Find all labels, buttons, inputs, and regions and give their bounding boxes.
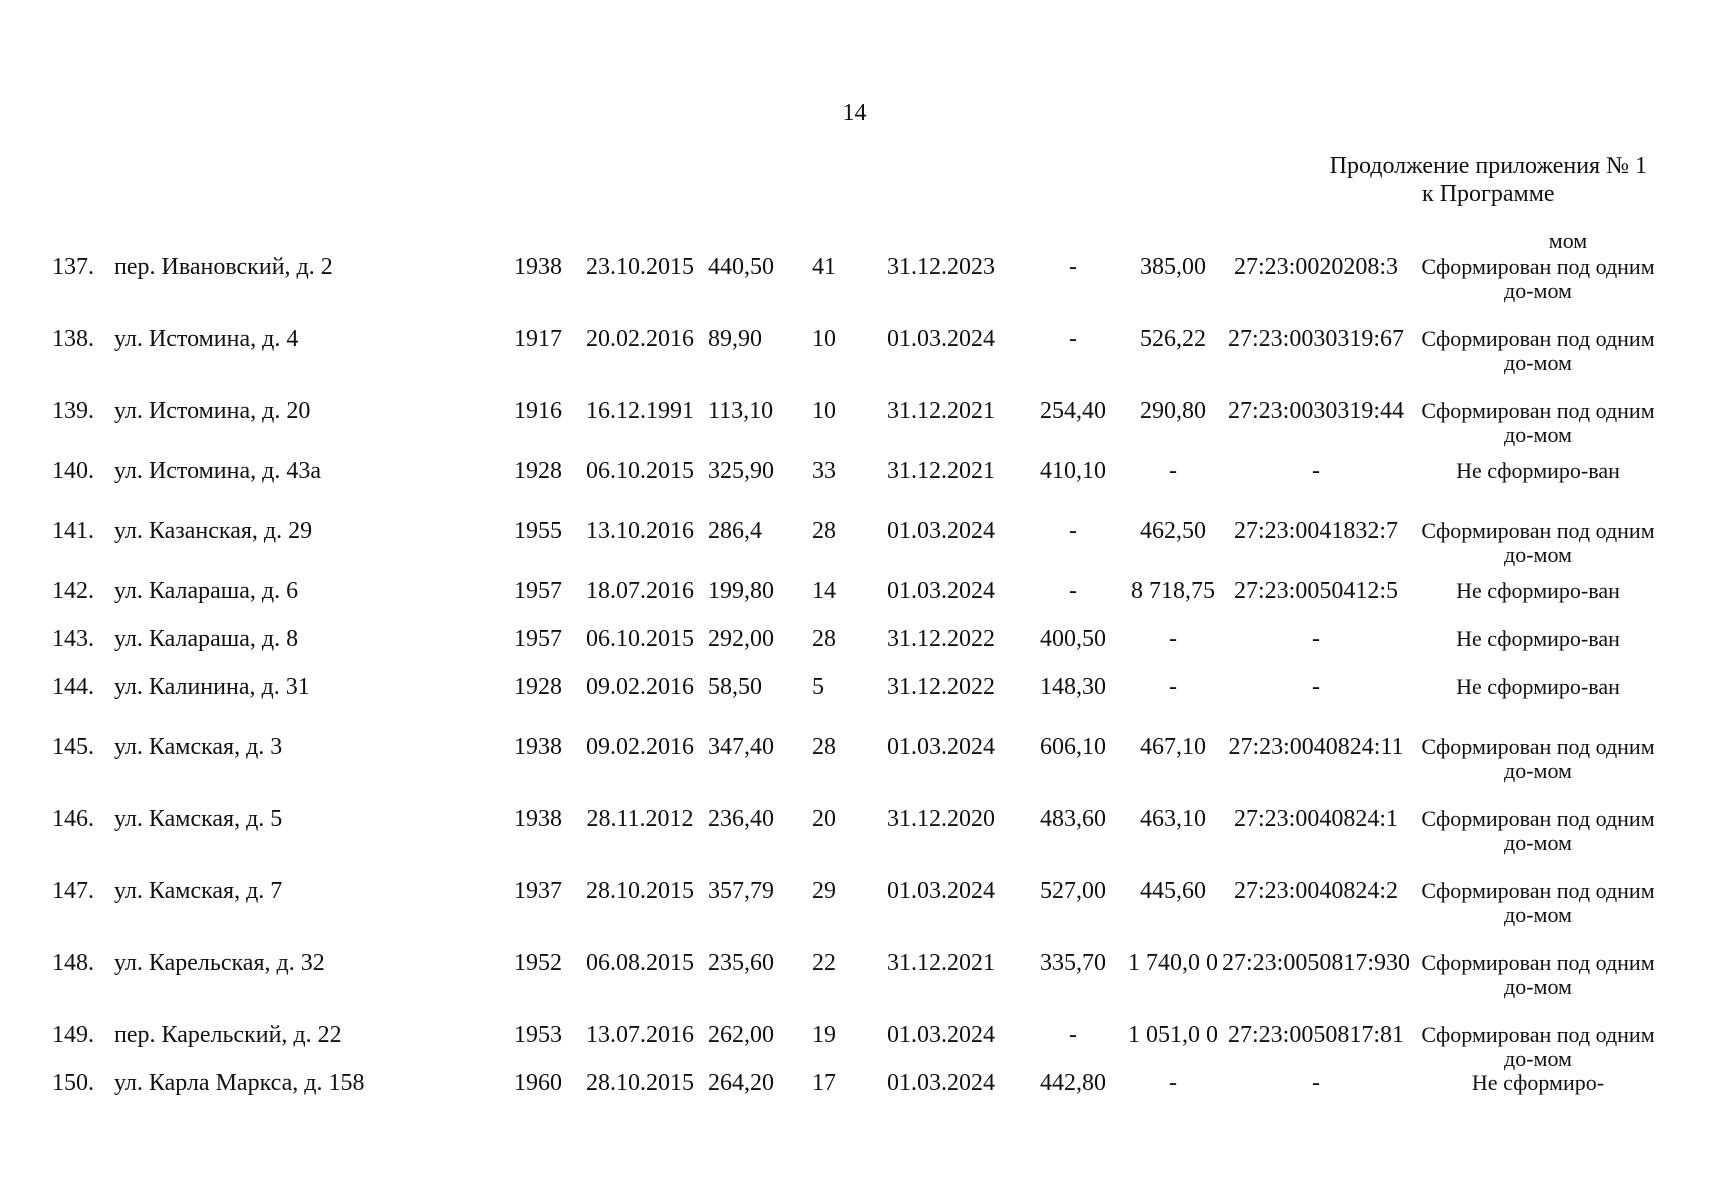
cell-residents: 29 — [812, 878, 836, 904]
cell-value-1: 527,00 — [1040, 878, 1106, 904]
cell-deadline: 01.03.2024 — [887, 1022, 995, 1048]
cell-status: Не сформиро-ван — [1456, 626, 1620, 651]
cell-date: 18.07.2016 — [586, 578, 694, 604]
cell-deadline: 01.03.2024 — [887, 734, 995, 760]
cell-area: 113,10 — [708, 398, 774, 424]
cell-value-1: 483,60 — [1040, 806, 1106, 832]
cell-year: 1957 — [514, 578, 562, 604]
cell-deadline: 31.12.2021 — [887, 950, 995, 976]
table-row — [44, 879, 1664, 951]
cell-cadastral-number: - — [1312, 626, 1320, 652]
cell-residents: 20 — [812, 806, 836, 832]
cell-residents: 33 — [812, 458, 836, 484]
cell-value-1: - — [1069, 254, 1077, 280]
cell-cadastral-number: 27:23:0040824:1 — [1233, 806, 1398, 832]
cell-area: 286,4 — [708, 518, 762, 544]
cell-year: 1928 — [514, 458, 562, 484]
cell-deadline: 31.12.2020 — [887, 806, 995, 832]
cell-status: Не сформиро-ван — [1456, 674, 1620, 699]
cell-value-1: 400,50 — [1040, 626, 1106, 652]
cell-value-2: 385,00 — [1140, 254, 1206, 280]
cell-cadastral-number: 27:23:0050412:5 — [1233, 578, 1398, 604]
cell-year: 1952 — [514, 950, 562, 976]
cell-area: 262,00 — [708, 1022, 774, 1048]
cell-area: 325,90 — [708, 458, 774, 484]
cell-residents: 22 — [812, 950, 836, 976]
cell-status: Сформирован под одним до-мом — [1421, 878, 1655, 927]
cell-area: 89,90 — [708, 326, 762, 352]
cell-address: ул. Калараша, д. 6 — [114, 578, 299, 604]
cell-value-1: 148,30 — [1040, 674, 1106, 700]
cell-area: 199,80 — [708, 578, 774, 604]
cell-status: Сформирован под одним до-мом — [1421, 518, 1655, 567]
cell-value-1: 442,80 — [1040, 1070, 1106, 1096]
table-row — [44, 735, 1664, 807]
cell-number: 138. — [52, 326, 94, 352]
cell-address: пер. Ивановский, д. 2 — [114, 254, 333, 280]
cell-date: 20.02.2016 — [586, 326, 694, 352]
cell-area: 357,79 — [708, 878, 774, 904]
cell-date: 06.10.2015 — [586, 626, 694, 652]
cell-date: 28.11.2012 — [586, 806, 694, 832]
table-row — [44, 399, 1664, 459]
cell-number: 141. — [52, 518, 94, 544]
cell-residents: 14 — [812, 578, 836, 604]
cell-number: 150. — [52, 1070, 94, 1096]
cell-address: ул. Карельская, д. 32 — [114, 950, 325, 976]
cell-status: Не сформиро-ван — [1456, 578, 1620, 603]
cell-value-2: 1 740,0 0 — [1128, 950, 1218, 976]
cell-cadastral-number: - — [1312, 1070, 1320, 1096]
table-row — [44, 1023, 1664, 1071]
cell-date: 16.12.1991 — [586, 398, 694, 424]
cell-number: 140. — [52, 458, 94, 484]
cell-area: 292,00 — [708, 626, 774, 652]
cell-value-2: 290,80 — [1140, 398, 1206, 424]
cell-date: 28.10.2015 — [586, 878, 694, 904]
cell-address: ул. Камская, д. 5 — [114, 806, 283, 832]
cell-cadastral-number: 27:23:0030319:67 — [1227, 326, 1404, 352]
cell-residents: 17 — [812, 1070, 836, 1096]
table-row — [44, 459, 1664, 519]
cell-date: 28.10.2015 — [586, 1070, 694, 1096]
cell-address: ул. Калараша, д. 8 — [114, 626, 299, 652]
cell-residents: 28 — [812, 518, 836, 544]
cell-number: 147. — [52, 878, 94, 904]
cell-number: 139. — [52, 398, 94, 424]
cell-address: ул. Истомина, д. 43а — [114, 458, 322, 484]
table-row — [44, 951, 1664, 1023]
cell-value-2: 445,60 — [1140, 878, 1206, 904]
cell-number: 142. — [52, 578, 94, 604]
cell-date: 23.10.2015 — [586, 254, 694, 280]
cell-date: 13.10.2016 — [586, 518, 694, 544]
table-row — [44, 627, 1664, 675]
table-row — [44, 675, 1664, 735]
cell-address: пер. Карельский, д. 22 — [114, 1022, 342, 1048]
cell-residents: 28 — [812, 734, 836, 760]
cell-address: ул. Камская, д. 7 — [114, 878, 283, 904]
cell-area: 347,40 — [708, 734, 774, 760]
cell-cadastral-number: 27:23:0050817:930 — [1221, 950, 1410, 976]
cell-date: 06.10.2015 — [586, 458, 694, 484]
cell-area: 58,50 — [708, 674, 762, 700]
table-row — [44, 327, 1664, 399]
cell-deadline: 01.03.2024 — [887, 326, 995, 352]
page-number: 14 — [842, 100, 867, 126]
cell-number: 143. — [52, 626, 94, 652]
cell-cadastral-number: - — [1312, 674, 1320, 700]
cell-value-1: - — [1069, 518, 1077, 544]
cell-deadline: 01.03.2024 — [887, 578, 995, 604]
cell-residents: 5 — [812, 674, 824, 700]
cell-address: ул. Карла Маркса, д. 158 — [114, 1070, 365, 1096]
cell-number: 149. — [52, 1022, 94, 1048]
cell-year: 1917 — [514, 326, 562, 352]
cell-status: Сформирован под одним до-мом — [1421, 950, 1655, 999]
cell-value-1: - — [1069, 326, 1077, 352]
cell-deadline: 01.03.2024 — [887, 518, 995, 544]
cell-value-2: 462,50 — [1140, 518, 1206, 544]
cell-year: 1953 — [514, 1022, 562, 1048]
cell-value-2: 1 051,0 0 — [1128, 1022, 1218, 1048]
appendix-line-1: Продолжение приложения № 1 — [1329, 153, 1647, 179]
cell-year: 1955 — [514, 518, 562, 544]
cell-status: Сформирован под одним до-мом — [1421, 806, 1655, 855]
cell-residents: 28 — [812, 626, 836, 652]
cell-value-1: 254,40 — [1040, 398, 1106, 424]
cell-year: 1960 — [514, 1070, 562, 1096]
cell-year: 1916 — [514, 398, 562, 424]
cell-number: 144. — [52, 674, 94, 700]
appendix-heading — [1330, 152, 1647, 208]
cell-address: ул. Казанская, д. 29 — [114, 518, 313, 544]
cell-status: Не сформиро- — [1471, 1070, 1605, 1095]
cell-address: ул. Истомина, д. 4 — [114, 326, 299, 352]
cell-deadline: 31.12.2022 — [887, 626, 995, 652]
table-row — [44, 579, 1664, 627]
cell-value-1: 410,10 — [1040, 458, 1106, 484]
cell-status: Не сформиро-ван — [1456, 458, 1620, 483]
cell-value-2: - — [1169, 626, 1177, 652]
cell-deadline: 31.12.2021 — [887, 458, 995, 484]
cell-value-1: - — [1069, 578, 1077, 604]
cell-status: Сформирован под одним до-мом — [1421, 734, 1655, 783]
cell-deadline: 01.03.2024 — [887, 1070, 995, 1096]
cell-number: 148. — [52, 950, 94, 976]
cell-value-2: 8 718,75 — [1131, 578, 1215, 604]
cell-date: 13.07.2016 — [586, 1022, 694, 1048]
housing-registry-table — [44, 255, 1664, 1111]
cell-year: 1928 — [514, 674, 562, 700]
cell-year: 1938 — [514, 734, 562, 760]
cell-residents: 10 — [812, 326, 836, 352]
cell-area: 236,40 — [708, 806, 774, 832]
cell-cadastral-number: 27:23:0050817:81 — [1227, 1022, 1404, 1048]
cell-address: ул. Истомина, д. 20 — [114, 398, 311, 424]
cell-status: Сформирован под одним до-мом — [1421, 254, 1655, 303]
cell-cadastral-number: 27:23:0030319:44 — [1227, 398, 1404, 424]
cell-cadastral-number: 27:23:0020208:3 — [1233, 254, 1398, 280]
cell-residents: 10 — [812, 398, 836, 424]
cell-date: 06.08.2015 — [586, 950, 694, 976]
cell-status: Сформирован под одним до-мом — [1421, 326, 1655, 375]
cell-deadline: 01.03.2024 — [887, 878, 995, 904]
table-row — [44, 519, 1664, 579]
cell-date: 09.02.2016 — [586, 674, 694, 700]
cell-area: 235,60 — [708, 950, 774, 976]
cell-value-2: 526,22 — [1140, 326, 1206, 352]
cell-value-1: 335,70 — [1040, 950, 1106, 976]
continued-status-fragment: мом — [1548, 228, 1588, 253]
cell-date: 09.02.2016 — [586, 734, 694, 760]
cell-value-2: 463,10 — [1140, 806, 1206, 832]
cell-residents: 41 — [812, 254, 836, 280]
cell-year: 1938 — [514, 254, 562, 280]
cell-area: 440,50 — [708, 254, 774, 280]
cell-deadline: 31.12.2022 — [887, 674, 995, 700]
table-row — [44, 807, 1664, 879]
cell-deadline: 31.12.2021 — [887, 398, 995, 424]
cell-value-2: - — [1169, 1070, 1177, 1096]
cell-area: 264,20 — [708, 1070, 774, 1096]
cell-value-2: 467,10 — [1140, 734, 1206, 760]
table-row — [44, 1071, 1664, 1111]
cell-status: Сформирован под одним до-мом — [1421, 1022, 1655, 1071]
cell-number: 137. — [52, 254, 94, 280]
cell-cadastral-number: 27:23:0041832:7 — [1233, 518, 1398, 544]
cell-value-2: - — [1169, 458, 1177, 484]
cell-cadastral-number: 27:23:0040824:11 — [1228, 734, 1404, 760]
cell-cadastral-number: 27:23:0040824:2 — [1233, 878, 1398, 904]
cell-cadastral-number: - — [1312, 458, 1320, 484]
appendix-line-2: к Программе — [1422, 181, 1555, 207]
cell-number: 146. — [52, 806, 94, 832]
cell-value-1: 606,10 — [1040, 734, 1106, 760]
cell-address: ул. Камская, д. 3 — [114, 734, 283, 760]
cell-status: Сформирован под одним до-мом — [1421, 398, 1655, 447]
cell-year: 1938 — [514, 806, 562, 832]
cell-year: 1937 — [514, 878, 562, 904]
cell-residents: 19 — [812, 1022, 836, 1048]
cell-value-1: - — [1069, 1022, 1077, 1048]
table-row — [44, 255, 1664, 327]
cell-number: 145. — [52, 734, 94, 760]
cell-deadline: 31.12.2023 — [887, 254, 995, 280]
cell-address: ул. Калинина, д. 31 — [114, 674, 310, 700]
cell-value-2: - — [1169, 674, 1177, 700]
cell-year: 1957 — [514, 626, 562, 652]
